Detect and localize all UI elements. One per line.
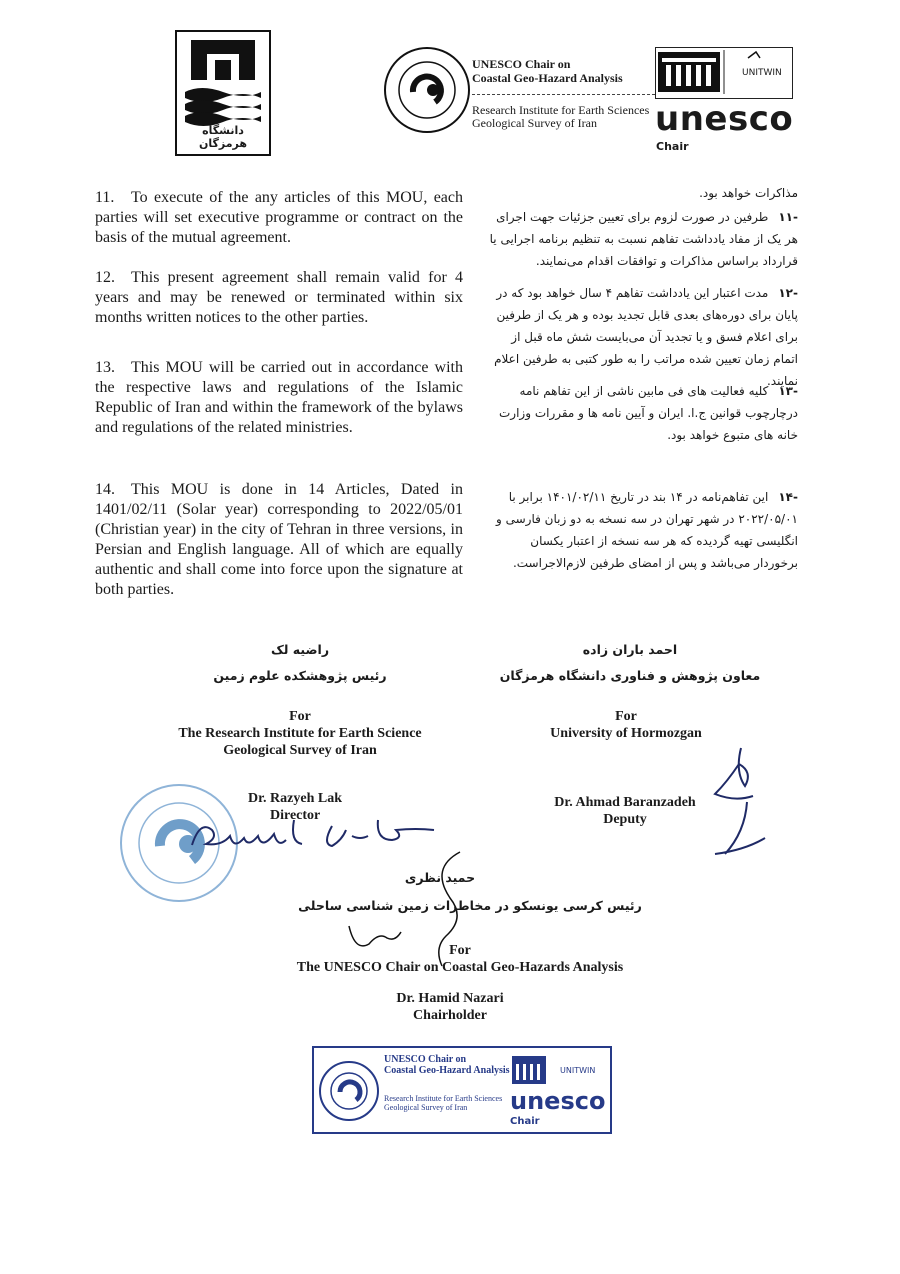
unesco-chair-stamp xyxy=(312,1046,612,1134)
right-signatory-name-en xyxy=(545,794,705,828)
center-signatory-name-fa: حمید نظری xyxy=(404,870,476,885)
english-article-13 xyxy=(95,358,463,438)
stamp-unitwin: UNITWIN xyxy=(560,1066,596,1075)
right-signatory-block xyxy=(476,708,776,742)
center-signatory-name-en-block xyxy=(300,990,600,1024)
for-label: For xyxy=(289,709,311,724)
left-signatory-name-fa: راضیه لک xyxy=(270,642,330,657)
left-signatory-title-fa: رئیس پژوهشکده علوم زمین xyxy=(213,668,387,683)
for-label: For xyxy=(615,709,637,724)
rief-seal-logo xyxy=(383,46,471,134)
right-signatory-title-fa: معاون پژوهش و فناوری دانشگاه هرمزگان xyxy=(499,668,761,683)
unesco-chair-label: Chair xyxy=(656,140,689,153)
article-number: -۱۲ xyxy=(778,286,798,300)
left-handwritten-signature xyxy=(182,800,442,875)
persian-article-11 xyxy=(488,206,798,272)
unesco-wordmark: unesco xyxy=(655,99,794,139)
article-text: مدت اعتبار این یادداشت تفاهم ۴ سال خواهد بود که در پایان برای دوره‌های بعدی قابل تجدید بوده و هر یک از طرفین برای اعلام فسق و یا تجدید آن می‌بایست شش ماه قبل از اتمام زمان تعیین شده مراتب را به طور کتبی به طرفین اعلام نمایند. xyxy=(494,286,798,388)
stamp-temple-icon xyxy=(512,1056,546,1084)
article-text: This MOU is done in 14 Articles, Dated in 1401/02/11 (Solar year) corresponding to 2022/05/01 (Christian year) in the city of Tehran in three versions, in Persian and English language. All of which are equally authentic and shall come into force upon the signature at both parties. xyxy=(95,481,463,598)
stamp-line1: UNESCO Chair on xyxy=(384,1054,467,1065)
stamp-institute xyxy=(384,1094,502,1112)
center-signatory-title-fa: رئیس کرسی یونسکو در مخاطرات زمین شناسی ساحلی xyxy=(298,898,642,913)
stamp-line2: Coastal Geo-Hazard Analysis xyxy=(384,1065,510,1076)
header-divider xyxy=(472,94,655,95)
stamp-title xyxy=(384,1054,510,1076)
institute-line2: Geological Survey of Iran xyxy=(472,116,597,130)
stamp-unesco-wordmark: unesco xyxy=(510,1087,606,1115)
persian-lead-line: مذاکرات خواهد بود. xyxy=(699,186,798,200)
article-text: This present agreement shall remain valid for 4 years and may be renewed or terminated within six months written notices to the other parties. xyxy=(95,269,463,326)
stamp-line4: Geological Survey of Iran xyxy=(384,1103,468,1112)
left-title-en: Director xyxy=(270,808,321,823)
chair-title xyxy=(472,57,623,85)
chair-title-line2: Coastal Geo-Hazard Analysis xyxy=(472,71,623,85)
article-number: -۱۴ xyxy=(778,490,798,504)
article-number: -۱۳ xyxy=(778,384,798,398)
right-handwritten-signature xyxy=(705,742,775,867)
university-of-hormozgan-logo xyxy=(175,30,271,156)
signature-razyeh-lak-icon xyxy=(182,800,442,870)
center-name-en: Dr. Hamid Nazari xyxy=(396,991,504,1006)
hormozgan-emblem-icon xyxy=(177,32,269,130)
stamp-seal-icon xyxy=(318,1060,380,1122)
signature-baranzadeh-icon xyxy=(705,742,775,862)
article-number: -۱۱ xyxy=(778,210,798,224)
institute-line1: Research Institute for Earth Sciences xyxy=(472,103,650,117)
hormozgan-caption: دانشگاه هرمزگان xyxy=(198,124,248,150)
chair-title-line1: UNESCO Chair on xyxy=(472,57,571,71)
left-name-en: Dr. Razyeh Lak xyxy=(248,791,342,806)
right-title-en: Deputy xyxy=(603,812,647,827)
article-number: 12. xyxy=(95,269,115,286)
english-article-12 xyxy=(95,268,463,328)
article-number: 13. xyxy=(95,359,115,376)
right-org-line1: University of Hormozgan xyxy=(550,726,702,741)
article-text: To execute of the any articles of this MOU, each parties will set executive programme or contract on the basis of the mutual agreement. xyxy=(95,189,463,246)
persian-article-14 xyxy=(488,486,798,574)
article-text: طرفین در صورت لزوم برای تعیین جزئیات جهت اجرای هر یک از مفاد یادداشت تفاهم نسبت به تنظیم برنامه اجرایی یا قرارداد براساس مذاکرات و توافقات اقدام می‌نمایند. xyxy=(489,210,798,268)
unitwin-label: UNITWIN xyxy=(742,68,782,78)
center-signatory-block xyxy=(230,942,690,976)
persian-article-12 xyxy=(488,282,798,392)
article-text: This MOU will be carried out in accordance with the respective laws and regulations of the Islamic Republic of Iran and within the framework of the bylaws and regulations of the related ministries. xyxy=(95,359,463,436)
article-number: 11. xyxy=(95,189,115,206)
center-org-line1: The UNESCO Chair on Coastal Geo-Hazards Analysis xyxy=(296,960,624,975)
left-org-line1: The Research Institute for Earth Science xyxy=(178,726,422,741)
article-text: کلیه فعالیت های فی مابین ناشی از این تفاهم نامه درچارچوب قوانین ج.ا. ایران و آیین نامه ها و مقررات وزارت خانه های متبوع خواهد بود. xyxy=(498,384,798,442)
article-number: 14. xyxy=(95,481,115,498)
left-org-line2: Geological Survey of Iran xyxy=(223,743,377,758)
article-text: این تفاهم‌نامه در ۱۴ بند در تاریخ ۱۴۰۱/۰۲/۱۱ برابر با ۲۰۲۲/۰۵/۰۱ در شهر تهران در سه نسخه به دو زبان فارسی و انگلیسی تهیه گردیده که هر سه نسخه از اعتبار یکسان برخوردار می‌باشد و پس از امضای طرفین لازم‌الاجراست. xyxy=(495,490,798,570)
stamp-chair-label: Chair xyxy=(510,1116,540,1127)
left-signatory-block xyxy=(150,708,450,759)
unesco-emblem-box xyxy=(655,47,793,99)
institute-name xyxy=(472,104,649,130)
right-name-en: Dr. Ahmad Baranzadeh xyxy=(554,795,696,810)
english-article-14 xyxy=(95,480,463,600)
rief-seal-icon xyxy=(383,46,471,134)
right-signatory-name-fa: احمد باران زاده xyxy=(582,642,678,657)
stamp-line3: Research Institute for Earth Sciences xyxy=(384,1094,503,1103)
persian-article-13 xyxy=(488,380,798,446)
center-title-en: Chairholder xyxy=(413,1008,487,1023)
english-article-11 xyxy=(95,188,463,248)
for-label: For xyxy=(449,943,471,958)
